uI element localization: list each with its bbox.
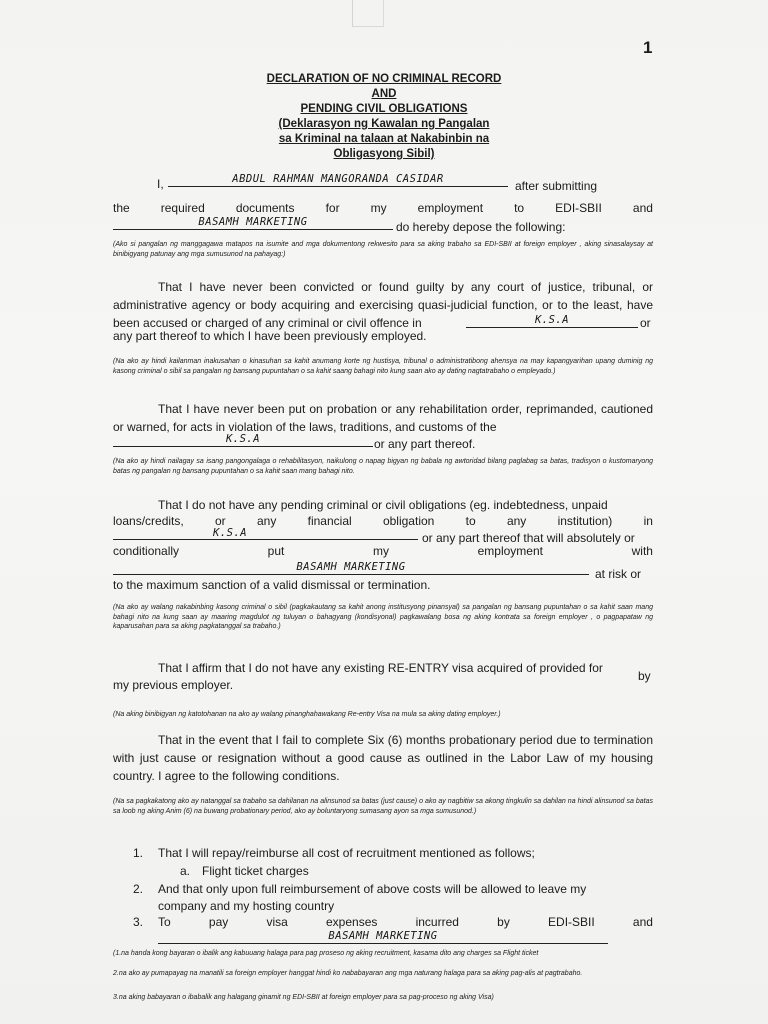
paragraph-3-or-part: or any part thereof that will absolutely or — [422, 531, 635, 545]
paragraph-4-filipino: (Na aking binibigyan ng katotohanan na ako ay walang pinanghahawakang Re-entry Visa na mula sa aking dating employer.) — [113, 711, 501, 718]
word: visa — [266, 915, 288, 929]
paragraph-1-rest: any part thereof to which I have been previously employed. — [113, 329, 427, 343]
paragraph-4-by: by — [638, 669, 651, 683]
word: documents — [235, 201, 295, 215]
word: and — [632, 915, 653, 929]
intro-row-2 — [113, 201, 653, 215]
word: pay — [208, 915, 229, 929]
word: loans/credits, — [113, 514, 184, 528]
word: by — [497, 915, 510, 929]
word: the — [113, 201, 130, 215]
list-item-1: That I will repay/reimburse all cost of recruitment mentioned as follows; — [158, 846, 535, 860]
list-sub-a-marker: a. — [180, 864, 191, 878]
word: to — [465, 514, 476, 528]
intro-after: after submitting — [515, 179, 598, 193]
footer-filipino-3: 3.na aking babayaran o ibabalik ang halagang ginamit ng EDI-SBII at foreign employer para sa pag-proceso ng aking Visa) — [113, 994, 494, 1001]
word: or — [215, 514, 226, 528]
word: and — [632, 201, 653, 215]
paragraph-5-filipino: (Na sa pagkakatong ako ay natanggal sa trabaho sa dahilanan na alinsunod sa batas (just cause) o ako ay nagbitiw sa akong tingkulin sa dahilan na hindi alinsunod sa batas sa loob ng aking Anim (6) na buwang probationary period, ako ay boluntaryong sumasang ayon sa mga sumusunod.) — [113, 798, 653, 815]
word: put — [267, 544, 285, 558]
title-line-3: PENDING CIVIL OBLIGATIONS — [300, 103, 468, 115]
word: any — [256, 514, 277, 528]
paragraph-3-row-4 — [113, 544, 653, 558]
title-line-2: AND — [371, 88, 397, 100]
paragraph-3: That I do not have any pending criminal or civil obligations (eg. indebtedness, unpaid — [158, 498, 608, 512]
list-item-3-row — [158, 915, 653, 929]
title-line-5: sa Kriminal na talaan at Nakabinbin na — [278, 133, 490, 145]
intro-depose: do hereby depose the following: — [396, 220, 566, 234]
word: my — [370, 201, 387, 215]
footer-filipino-1: (1.na handa kong bayaran o ibalik ang kabuuang halaga para pag proseso ng aking recruitment, kasama dito ang charges sa Flight ticket — [113, 950, 539, 957]
list-item-2-row — [158, 882, 653, 896]
country-field-3[interactable]: K.S.A — [113, 526, 418, 540]
page-number: 1 — [643, 38, 653, 57]
word: expenses — [326, 915, 378, 929]
title-line-1: DECLARATION OF NO CRIMINAL RECORD — [266, 73, 502, 85]
word: in — [643, 514, 653, 528]
word: EDI-SBII — [555, 201, 602, 215]
word: employment — [477, 544, 543, 558]
word: EDI-SBII — [548, 915, 595, 929]
word: incurred — [415, 915, 459, 929]
list-num-1: 1. — [133, 846, 144, 860]
employer-field-3[interactable]: BASAMH MARKETING — [158, 929, 608, 944]
paragraph-1-filipino: (Na ako ay hindi kailanman inakusahan o kinasuhan sa kahit anumang korte ng hustisya, tribunal o administratibong ahensya na may kapangyarihan upang duminig ng kasong criminal o sibil sa pangalan ng bansang pupuntahan o sa kahit saang bahagi nito kung saan ako ay dating nagtatrabaho o empleyado.) — [113, 358, 653, 375]
intro-i: I, — [157, 177, 164, 191]
staple-mark — [352, 0, 384, 27]
list-num-2: 2. — [133, 882, 144, 896]
list-num-3: 3. — [133, 915, 144, 929]
paragraph-1: That I have never been convicted or found guilty by any court of justice, tribunal, or administrative agency or body acquiring and exercising quasi-judicial function, or to the least, have been accused or charged of any criminal or civil offence in — [113, 280, 653, 330]
paragraph-3-risk: at risk or — [595, 567, 642, 581]
word: my — [372, 544, 389, 558]
word: To — [158, 915, 171, 929]
word: with — [631, 544, 653, 558]
paragraph-2-rest: or any part thereof. — [374, 437, 476, 451]
paragraph-2-filipino: (Na ako ay hindi nailagay sa isang pangongalaga o rehabilitasyon, naikulong o napag bigyan ng babala ng awtoridad bilang paglabag sa batas, tradisyon o kustomaryong batas ng pangalan ng bansang pupuntahan o sa kahit saan mang bahagi nito. — [113, 458, 653, 475]
paragraph-2: That I have never been put on probation or any rehabilitation order, reprimanded, cautioned or warned, for acts in violation of the laws, traditions, and customs of the — [113, 402, 653, 434]
list-item-2-line-1: And that only upon full reimbursement of above costs will be allowed to leave my — [158, 882, 587, 896]
employer-field-2[interactable]: BASAMH MARKETING — [113, 560, 589, 575]
employer-field[interactable]: BASAMH MARKETING — [113, 215, 393, 230]
country-field-1[interactable]: K.S.A — [466, 313, 638, 328]
list-item-2-line-2: company and my hosting country — [158, 899, 335, 913]
word: obligation — [382, 514, 435, 528]
paragraph-5: That in the event that I fail to complete Six (6) months probationary period due to termination with just cause or resignation without a good cause as outlined in the Labor Law of my housing country. I agree to the following conditions. — [113, 733, 653, 783]
word: to — [514, 201, 525, 215]
p1-or: or — [640, 316, 651, 330]
title-line-6: Obligasyong Sibil) — [333, 148, 435, 160]
title-line-4: (Deklarasyon ng Kawalan ng Pangalan — [278, 118, 490, 130]
word: for — [325, 201, 340, 215]
country-field-2[interactable]: K.S.A — [113, 432, 373, 447]
word: required — [160, 201, 205, 215]
paragraph-3-filipino: (Na ako ay walang nakabinbing kasong criminal o sibil (pagkakautang sa kahit anong institusyong pinansyal) sa pangalan ng bansang pupuntahan o sa kahit saan mang bahagi nito na kung saan ay maaring magdulot ng tuluyan o bahagyang (kondisyonal) pagkawalang bosa ng aking kontrata sa foreign employer , o pagpapataw ng kaparusahan para sa aking pagkatanggal sa trabaho.) — [113, 604, 653, 630]
paragraph-3-rest: to the maximum sanction of a valid dismissal or termination. — [113, 578, 431, 592]
word: any — [506, 514, 527, 528]
paragraph-4-rest: my previous employer. — [113, 678, 234, 692]
word: institution) — [557, 514, 613, 528]
word: conditionally — [113, 544, 180, 558]
name-field[interactable]: ABDUL RAHMAN MANGORANDA CASIDAR — [168, 172, 508, 187]
footer-filipino-2: 2.na ako ay pumapayag na manatili sa foreign employer hanggat hindi ko nababayaran ang mga naturang halaga para sa aking pag-alis at pagtrabaho. — [113, 970, 583, 977]
word: financial — [307, 514, 352, 528]
word: employment — [417, 201, 484, 215]
paragraph-4: That I affirm that I do not have any existing RE-ENTRY visa acquired of provided for — [158, 661, 603, 675]
intro-filipino: (Ako si pangalan ng manggagawa matapos na isumite and mga dokumentong rekwesito para sa aking trabaho sa EDI-SBII at foreign employer , aking sinasalaysay at binibigyang patunay ang mga sumusunod na pahayag:) — [113, 241, 653, 258]
list-item-a: Flight ticket charges — [202, 864, 309, 878]
